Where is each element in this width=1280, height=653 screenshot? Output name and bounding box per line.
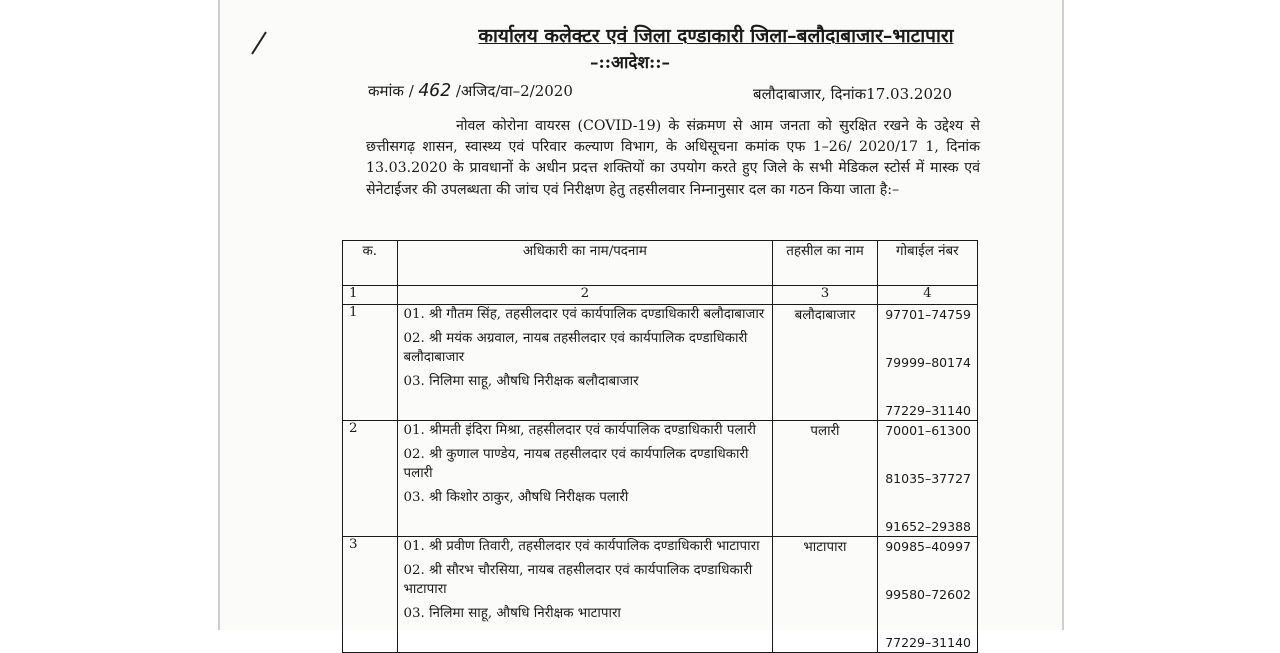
place-date: बलौदाबाजार, दिनांक17.03.2020 [753,85,953,103]
header-name: अधिकारी का नाम/पदनाम [397,241,773,286]
table-row [343,421,978,537]
row-sn: 2 [343,421,398,537]
row-sn: 3 [343,537,398,653]
table-header-row [343,241,978,286]
office-header [220,22,1062,48]
col-number-1: 1 [343,286,398,305]
col-number-3: 3 [773,286,877,305]
row-sn: 1 [343,305,398,421]
header-tehsil: तहसील का नाम [773,241,877,286]
member-mobile: 77229–31140 [885,635,971,650]
office-header-text: कार्यालय कलेक्टर एवं जिला दण्डाकारी जिला–बलौदाबाजार–भाटापारा [478,25,954,47]
col-number-4: 4 [877,286,977,305]
member-name: 02. श्री मयंक अग्रवाल, नायब तहसीलदार एवं कार्यपालिक दण्डाधिकारी बलौदाबाजार [403,331,748,365]
member-name: 01. श्रीमती इंदिरा मिश्रा, तहसीलदार एवं कार्यपालिक दण्डाधिकारी पलारी [403,423,756,438]
table-row [343,537,978,653]
row-tehsil: पलारी [773,421,877,537]
row-mobiles [877,305,977,421]
row-members [397,537,773,653]
row-tehsil: बलौदाबाजार [773,305,877,421]
col-number-2: 2 [397,286,773,305]
row-members [397,305,773,421]
member-mobile: 81035–37727 [885,471,971,486]
row-mobiles [877,421,977,537]
member-mobile: 99580–72602 [885,587,971,602]
ref-prefix: कमांक [368,82,404,100]
member-mobile: 70001–61300 [885,423,971,438]
order-body-text: नोवल कोरोना वायरस (COVID-19) के संक्रमण से आम जनता को सुरक्षित रखने के उद्देश्य से छत्तीसगढ़ शासन, स्वास्थ्य एवं परिवार कल्याण विभाग, के अधिसूचना कमांक एफ 1–26/ 2020/17 1, दिनांक 13.03.2020 के प्रावधानों के अधीन प्रदत्त शक्तियों का उपयोग करते हुए जिले के सभी मेडिकल स्टोर्स में मास्क एवं सेनेटाईजर की उपलब्धता की जांच एवं निरीक्षण हेतु तहसीलवार निम्नानुसार दल का गठन किया जाता है:– [366,118,980,198]
header-sn: क. [343,241,398,286]
document-page [218,0,1064,650]
member-name: 03. निलिमा साहू, औषधि निरीक्षक भाटापारा [403,606,621,621]
order-title: –::आदेश::– [590,53,671,73]
header-mobile: गोबाईल नंबर [877,241,977,286]
member-mobile: 97701–74759 [885,307,971,322]
member-mobile: 79999–80174 [885,355,971,370]
member-mobile: 90985–40997 [885,539,971,554]
column-number-row [343,286,978,305]
ref-separator: / [408,82,414,100]
reference-line [368,80,573,101]
member-name: 02. श्री कुणाल पाण्डेय, नायब तहसीलदार एवं कार्यपालिक दण्डाधिकारी पलारी [403,447,749,481]
order-body [366,116,980,201]
row-members [397,421,773,537]
row-mobiles [877,537,977,653]
row-tehsil: भाटापारा [773,537,877,653]
ref-number: 462 [418,80,452,101]
member-name: 03. श्री किशोर ठाकुर, औषधि निरीक्षक पलारी [403,490,629,505]
ref-suffix: /अजिद/वा–2/2020 [455,82,573,100]
team-table [342,240,978,653]
table-row [343,305,978,421]
member-mobile: 77229–31140 [885,403,971,418]
member-name: 02. श्री सौरभ चौरसिया, नायब तहसीलदार एवं कार्यपालिक दण्डाधिकारी भाटापारा [403,563,753,597]
member-mobile: 91652–29388 [885,519,971,534]
member-name: 01. श्री गौतम सिंह, तहसीलदार एवं कार्यपालिक दण्डाधिकारी बलौदाबाजार [403,307,765,322]
member-name: 03. निलिमा साहू, औषधि निरीक्षक बलौदाबाजार [403,374,639,389]
member-name: 01. श्री प्रवीण तिवारी, तहसीलदार एवं कार्यपालिक दण्डाधिकारी भाटापारा [403,539,760,554]
